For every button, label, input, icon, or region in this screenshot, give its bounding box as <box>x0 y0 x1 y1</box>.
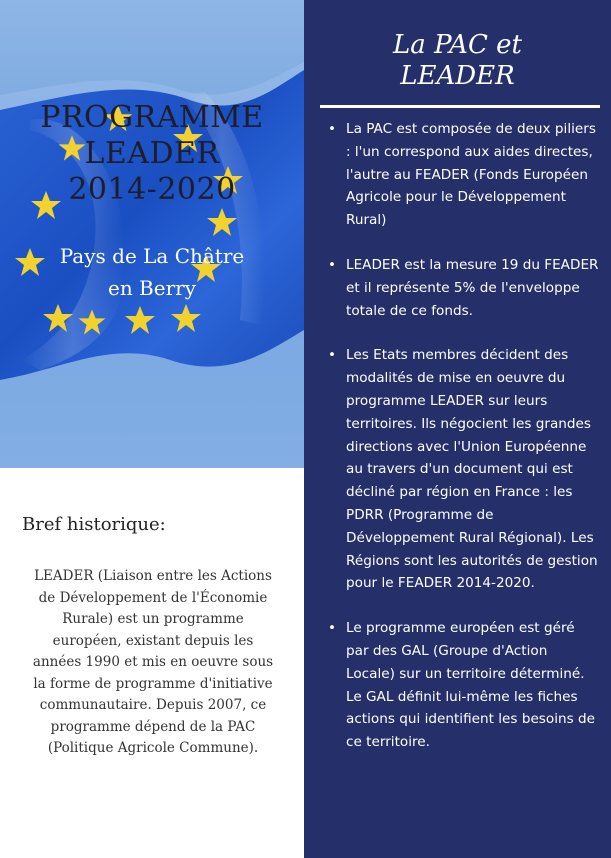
program-title-line: LEADER <box>84 136 220 171</box>
history-paragraph: LEADER (Liaison entre les Actions de Développement de l'Économie Rurale) est un programme européen, existant depuis les années 1990 et mis en oeuvre sous la forme de programme d'initiative communautaire. Depuis 2007, ce programme dépend de la PAC (Politique Agricole Commune). <box>32 568 274 756</box>
bullet-icon: • <box>328 256 337 273</box>
bullet-text: Les Etats membres décident des modalités de mise en oeuvre du programme LEADER sur leurs territoires. Ils négocient les grandes directions avec l'Union Européenne au travers d'un document qui est décliné par région en France : les PDRR (Programme de Développement Rural Régional). Les Régions sont les autorités de gestion pour le FEADER 2014-2020. <box>346 347 598 592</box>
bullet-text: LEADER est la mesure 19 du FEADER et il représente 5% de l'enveloppe totale de ce fonds. <box>346 256 599 319</box>
bullet-item <box>328 254 600 322</box>
program-title-line: 2014-2020 <box>68 172 236 207</box>
panel-title-line: LEADER <box>400 61 515 91</box>
bullet-item <box>328 118 600 232</box>
history-section <box>0 468 304 858</box>
bullet-item <box>328 344 600 595</box>
program-title-line: PROGRAMME <box>40 100 264 135</box>
eu-flag-image <box>0 0 304 468</box>
panel-title-line: La PAC et <box>393 30 522 60</box>
bullet-text: Le programme européen est géré par des GAL (Groupe d'Action Locale) sur un territoire déterminé. Le GAL définit lui-même les fiches actions qui identifient les besoins de ce territoire. <box>346 620 595 751</box>
territory-subtitle-line: Pays de La Châtre <box>59 244 245 268</box>
pac-leader-panel <box>304 0 611 858</box>
title-divider <box>320 105 600 108</box>
bullet-icon: • <box>328 620 337 637</box>
territory-subtitle-line: en Berry <box>107 276 197 300</box>
territory-subtitle <box>0 240 304 304</box>
bullet-item <box>328 617 600 754</box>
program-title <box>0 100 304 208</box>
bullet-list <box>328 118 600 776</box>
history-heading: Bref historique: <box>22 514 166 535</box>
hero-banner <box>0 0 304 468</box>
bullet-icon: • <box>328 121 337 137</box>
panel-title <box>304 30 611 92</box>
bullet-icon: • <box>328 347 337 364</box>
bullet-text: La PAC est composée de deux piliers : l'un correspond aux aides directes, l'autre au FEADER (Fonds Européen Agricole pour le Développement Rural) <box>346 121 596 229</box>
